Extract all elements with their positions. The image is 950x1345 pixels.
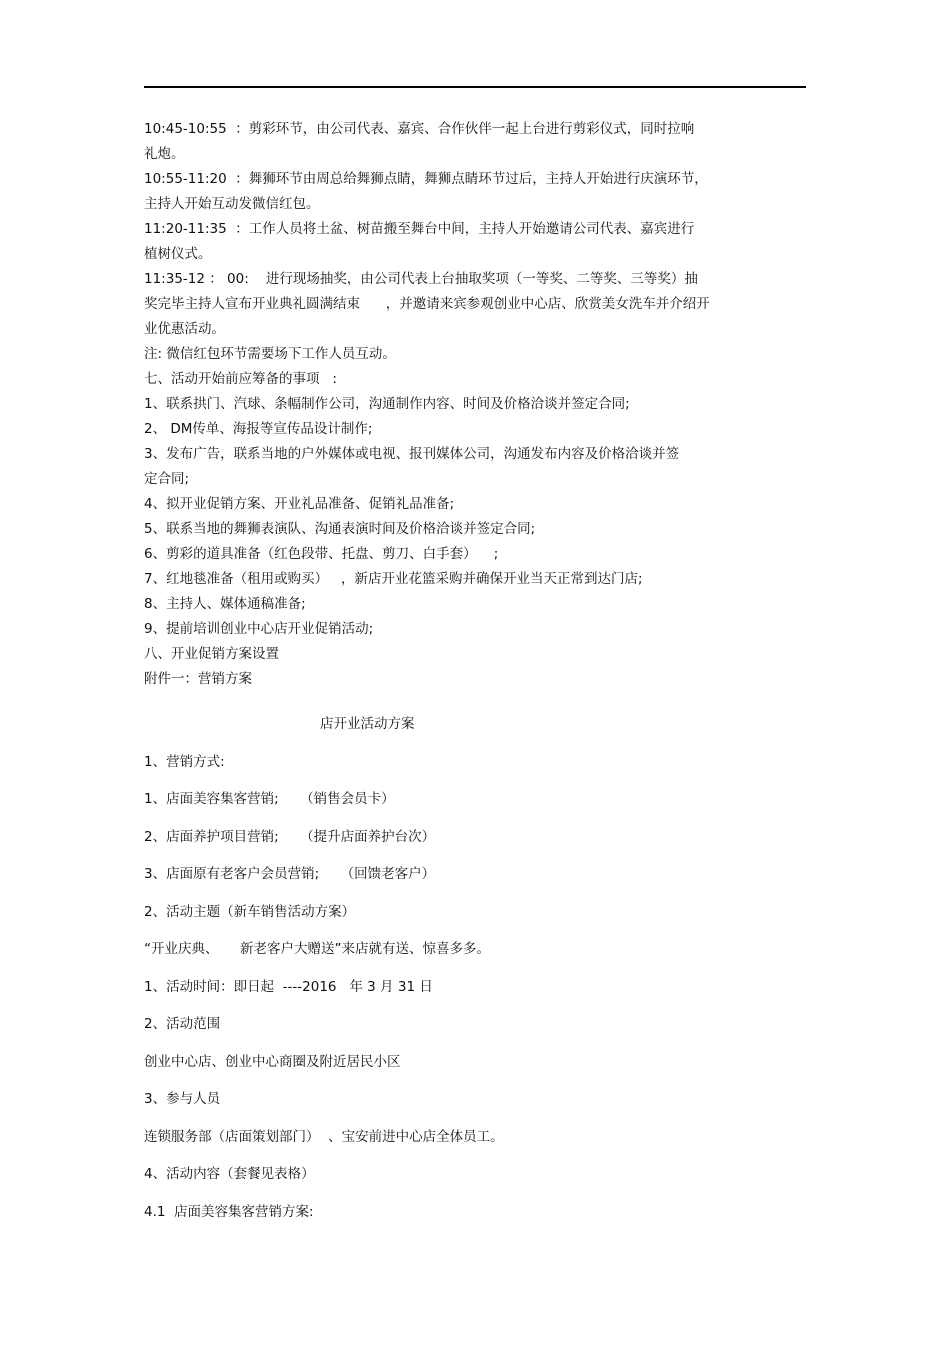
- text-line: 4、活动内容（套餐见表格）: [144, 1166, 315, 1182]
- text-line: 11:35-12 ： 00: 进行现场抽奖，由公司代表上台抽取奖项（一等奖、二等奖、三等奖）抽: [144, 271, 698, 287]
- text-line: 1、活动时间：即日起 ----2016 年 3 月 31 日: [144, 978, 433, 995]
- marketing-plan-section: [144, 712, 784, 1237]
- text-line: 主持人开始互动发微信红包。: [144, 196, 320, 212]
- text-line: 2、活动范围: [144, 1016, 221, 1032]
- header-rule: [144, 86, 806, 88]
- text-line: 10:45-10:55 ：剪彩环节，由公司代表、嘉宾、合作伙伴一起上台进行剪彩仪式，同时拉响: [144, 121, 695, 137]
- text-line: 3、参与人员: [144, 1091, 221, 1107]
- section-heading-7: 七、活动开始前应筹备的事项 :: [144, 371, 337, 387]
- schedule-and-preparation-section: [144, 117, 784, 692]
- text-line: “开业庆典、 新老客户大赠送”来店就有送、惊喜多多。: [144, 941, 490, 957]
- note-line: 注: 微信红包环节需要场下工作人员互动。: [144, 346, 396, 362]
- text-line: 创业中心店、创业中心商圈及附近居民小区: [144, 1053, 401, 1070]
- text-line: 10:55-11:20 ：舞狮环节由周总给舞狮点睛，舞狮点睛环节过后，主持人开始进行庆演环节，: [144, 171, 708, 187]
- text-line: 礼炮。: [144, 146, 185, 162]
- text-line: 1、营销方式:: [144, 753, 225, 770]
- list-item: 9、提前培训创业中心店开业促销活动;: [144, 621, 374, 637]
- list-item: 5、联系当地的舞狮表演队、沟通表演时间及价格洽谈并签定合同;: [144, 521, 536, 537]
- text-line: 1、店面美容集客营销; （销售会员卡）: [144, 791, 395, 807]
- text-line: 2、活动主题（新车销售活动方案）: [144, 903, 356, 920]
- attachment-heading: 附件一：营销方案: [144, 671, 252, 687]
- text-line: 11:20-11:35 ：工作人员将土盆、树苗搬至舞台中间，主持人开始邀请公司代表、嘉宾进行: [144, 221, 695, 237]
- list-item: 4、拟开业促销方案、开业礼品准备、促销礼品准备;: [144, 496, 455, 512]
- list-item: 3、发布广告，联系当地的户外媒体或电视、报刊媒体公司，沟通发布内容及价格洽谈并签: [144, 446, 680, 462]
- text-line: 连锁服务部（店面策划部门） 、宝安前进中心店全体员工。: [144, 1128, 504, 1145]
- list-item: 定合同;: [144, 471, 190, 487]
- list-item: 2、 DM传单、海报等宣传品设计制作;: [144, 421, 373, 437]
- text-line: 3、店面原有老客户会员营销; （回馈老客户）: [144, 866, 436, 882]
- section-heading-8: 八、开业促销方案设置: [144, 646, 279, 662]
- text-line: 业优惠活动。: [144, 321, 225, 337]
- text-line: 4.1 店面美容集客营销方案:: [144, 1203, 314, 1220]
- list-item: 8、主持人、媒体通稿准备;: [144, 596, 306, 612]
- list-item: 7、红地毯准备（租用或购买） ，新店开业花篮采购并确保开业当天正常到达门店;: [144, 571, 643, 587]
- text-line: 植树仪式。: [144, 246, 212, 262]
- text-line: 2、店面养护项目营销; （提升店面养护台次）: [144, 828, 436, 845]
- document-title: 店开业活动方案: [320, 716, 415, 732]
- text-line: 奖完毕主持人宣布开业典礼圆满结束 ，并邀请来宾参观创业中心店、欣赏美女洗车并介绍开: [144, 296, 710, 312]
- list-item: 1、联系拱门、汽球、条幅制作公司，沟通制作内容、时间及价格洽谈并签定合同;: [144, 396, 630, 412]
- list-item: 6、剪彩的道具准备（红色段带、托盘、剪刀、白手套） ;: [144, 546, 499, 562]
